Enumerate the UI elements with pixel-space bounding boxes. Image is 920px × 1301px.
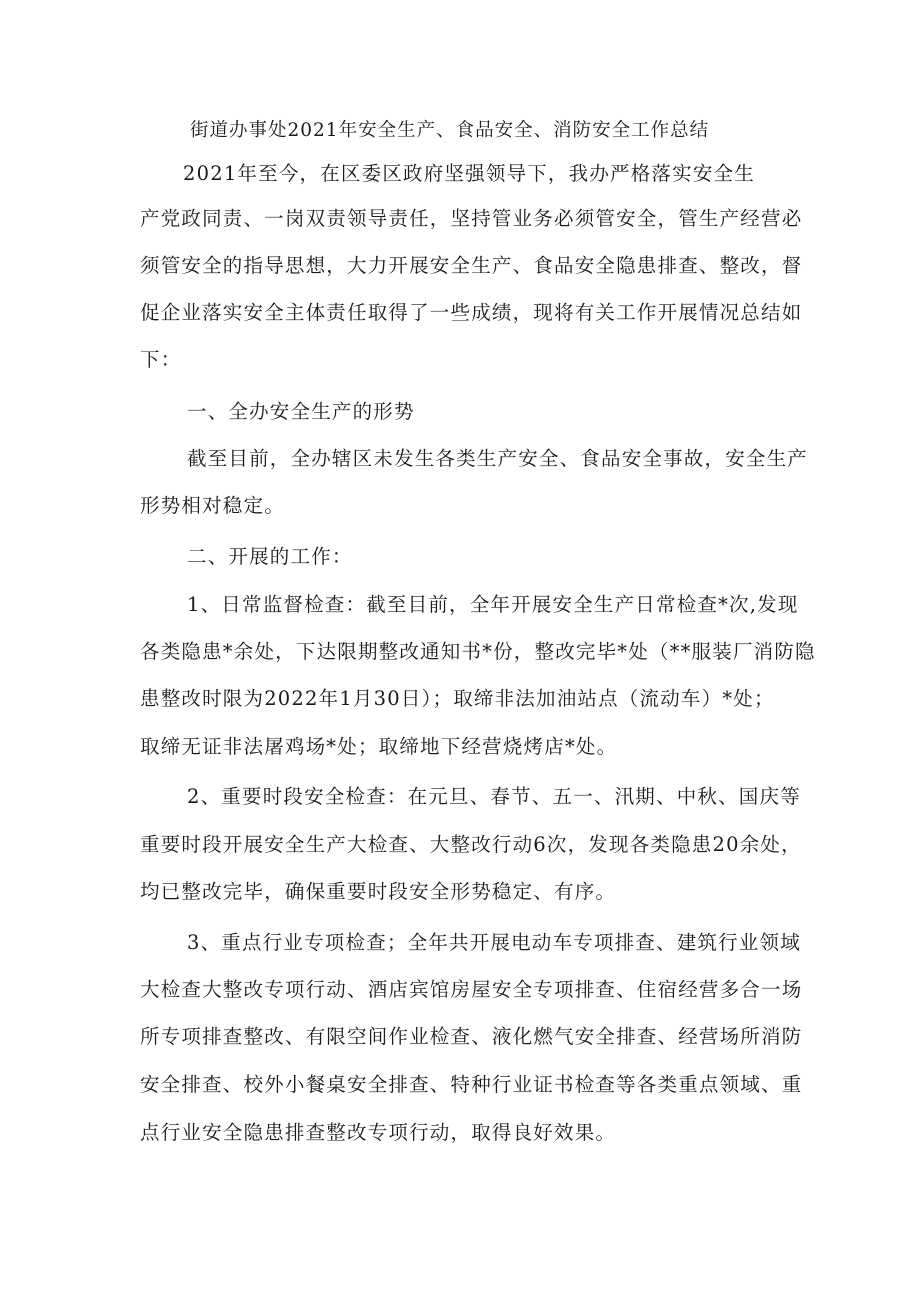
item3-line-3: 所专项排查整改、有限空间作业检查、液化燃气安全排查、经营场所消防 [140,1025,803,1048]
item2-line-3: 均已整改完毕，确保重要时段安全形势稳定、有序。 [140,880,617,903]
document-title: 街道办事处2021年安全生产、食品安全、消防安全工作总结 [190,120,710,141]
section1-heading: 一、全办安全生产的形势 [187,400,415,423]
item2-line-1: 2、重要时段安全检查：在元旦、春节、五一、汛期、中秋、国庆等 [187,785,801,808]
item3-line-5: 点行业安全隐患排查整改专项行动，取得良好效果。 [140,1121,617,1144]
intro-line-1: 2021年至今，在区委区政府坚强领导下，我办严格落实安全生 [183,162,755,185]
item3-line-1: 3、重点行业专项检查；全年共开展电动车专项排查、建筑行业领域 [187,931,801,954]
section2-heading: 二、开展的工作： [187,545,353,568]
item1-line-1: 1、日常监督检查：截至目前，全年开展安全生产日常检查*次,发现 [187,593,799,616]
item3-line-4: 安全排查、校外小餐桌安全排查、特种行业证书检查等各类重点领域、重 [140,1073,803,1096]
item3-line-2: 大检查大整改专项行动、酒店宾馆房屋安全专项排查、住宿经营多合一场 [140,978,803,1001]
section1-line-2: 形势相对稳定。 [140,494,285,517]
intro-line-2: 产党政同责、一岗双责领导责任，坚持管业务必须管安全，管生产经营必 [140,207,803,230]
section1-line-1: 截至目前，全办辖区未发生各类生产安全、食品安全事故，安全生产 [187,447,809,470]
item1-line-4: 取缔无证非法屠鸡场*处；取缔地下经营烧烤店*处。 [140,735,618,758]
intro-line-4: 促企业落实安全主体责任取得了一些成绩，现将有关工作开展情况总结如 [140,301,803,324]
intro-line-5: 下： [140,348,182,371]
item1-line-3: 患整改时限为2022年1月30日）；取缔非法加油站点（流动车）*处； [140,687,775,710]
intro-line-3: 须管安全的指导思想，大力开展安全生产、食品安全隐患排查、整改，督 [140,254,803,277]
item1-line-2: 各类隐患*余处，下达限期整改通知书*份，整改完毕*处（**服装厂消防隐 [140,640,816,663]
item2-line-2: 重要时段开展安全生产大检查、大整改行动6次，发现各类隐患20余处， [140,833,802,856]
